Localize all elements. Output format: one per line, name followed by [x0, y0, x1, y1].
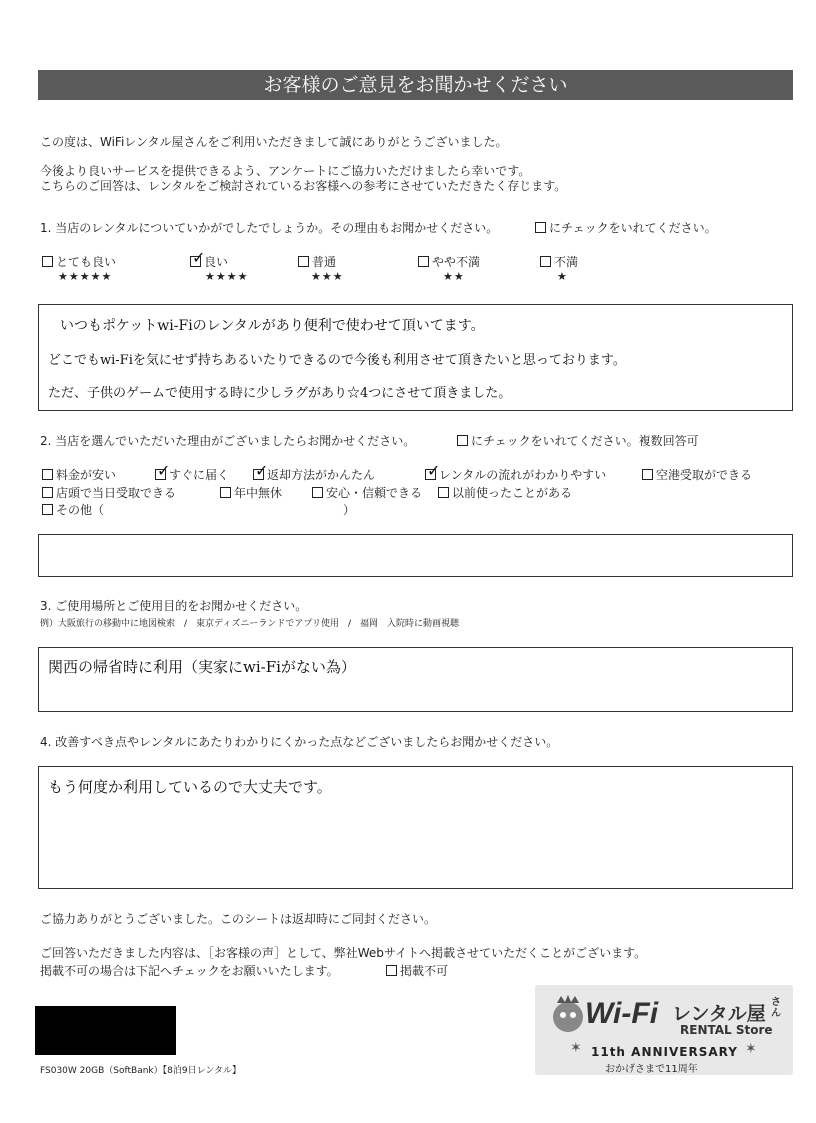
q2-question: 2. 当店を選んでいただいた理由がございましたらお聞かせください。 [40, 434, 416, 448]
q2-option-used-before[interactable]: 以前使ったことがある [438, 484, 572, 501]
q2-checkbox-checked[interactable] [425, 461, 441, 480]
q1-option-very-good[interactable]: とても良い [42, 253, 116, 270]
thanks-text: ご協力ありがとうございました。このシートは返却時にご同封ください。 [40, 912, 437, 926]
opt-out-checkbox[interactable] [386, 965, 397, 976]
q1-checkbox-checked[interactable] [190, 248, 206, 267]
sparkle-icon: ✶ [745, 1041, 757, 1057]
q1-checkbox[interactable] [42, 256, 53, 267]
q1-checkbox[interactable] [298, 256, 309, 267]
q1-stars-2: ★★ [443, 270, 465, 283]
q2-answer-box[interactable] [38, 534, 793, 577]
q1-question: 1. 当店のレンタルについていかがでしたでしょうか。その理由もお聞かせください。 [40, 221, 499, 235]
q1-legend-checkbox [535, 222, 546, 233]
q1-checkbox[interactable] [540, 256, 551, 267]
q2-option-easy-return[interactable]: ✓ 返却方法がかんたん [255, 461, 376, 482]
q1-option-slightly-unsatisfied[interactable]: やや不満 [418, 253, 480, 270]
q2-legend-checkbox [457, 435, 468, 446]
device-info: FS030W 20GB（SoftBank）【8泊9日レンタル】 [40, 1066, 242, 1076]
q3-question: 3. ご使用場所とご使用目的をお聞かせください。 [40, 599, 308, 613]
logo-wifi-text: Wi-Fi [585, 997, 659, 1030]
publish-note: ご回答いただきました内容は、［お客様の声］として、弊社Webサイトへ掲載させていただくことがございます。 [40, 946, 647, 960]
q2-checkbox[interactable] [220, 487, 231, 498]
intro-line-3: こちらのご回答は、レンタルをご検討されているお客様への参考にさせていただきたく存じます。 [40, 179, 567, 193]
q2-checkbox[interactable] [42, 504, 53, 515]
checkmark-icon: ✓ [157, 461, 171, 480]
checkmark-icon: ✓ [427, 461, 441, 480]
q1-instruction: にチェックをいれてください。 [535, 219, 717, 236]
q1-option-average[interactable]: 普通 [298, 253, 336, 270]
q2-checkbox[interactable] [438, 487, 449, 498]
q2-checkbox[interactable] [42, 469, 53, 480]
intro-line-2: 今後より良いサービスを提供できるよう、アンケートにご協力いただけましたら幸いです。 [40, 164, 531, 178]
q2-option-store-pickup[interactable]: 店頭で当日受取できる [42, 484, 176, 501]
q4-question: 4. 改善すべき点やレンタルにあたりわかりにくかった点などございましたらお聞かせください。 [40, 735, 559, 749]
q1-stars-5: ★★★★★ [58, 270, 113, 283]
redacted-block [35, 1006, 176, 1055]
q2-option-airport[interactable]: 空港受取ができる [642, 466, 752, 483]
q1-option-good[interactable]: ✓ 良い [192, 248, 229, 269]
mascot-icon [547, 993, 589, 1035]
q2-option-fast-delivery[interactable]: ✓ すぐに届く [157, 461, 230, 482]
q2-checkbox[interactable] [42, 487, 53, 498]
q1-answer-line-1: いつもポケットwi-Fiのレンタルがあり便利で使わせて頂いてます。 [60, 318, 485, 334]
logo-subtitle: おかげさまで11周年 [605, 1064, 698, 1075]
logo-rental-text: レンタル屋 [672, 1003, 766, 1025]
logo-anniversary: 11th ANNIVERSARY [591, 1045, 738, 1059]
page-title: お客様のご意見をお聞かせください [38, 70, 793, 100]
sparkle-icon: ✶ [570, 1040, 582, 1056]
q2-checkbox-checked[interactable] [155, 461, 171, 480]
q2-option-easy-flow[interactable]: ✓ レンタルの流れがわかりやすい [427, 461, 607, 482]
q2-option-cheap[interactable]: 料金が安い [42, 466, 116, 483]
q1-stars-1: ★ [557, 270, 568, 283]
q2-other-close: ） [343, 503, 356, 517]
opt-out-option[interactable]: 掲載不可 [386, 962, 448, 979]
q2-checkbox[interactable] [642, 469, 653, 480]
q1-option-unsatisfied[interactable]: 不満 [540, 253, 578, 270]
q4-answer: もう何度か利用しているので大丈夫です。 [48, 778, 332, 796]
checkmark-icon: ✓ [255, 461, 269, 480]
q1-stars-4: ★★★★ [205, 270, 249, 283]
q2-option-trust[interactable]: 安心・信頼できる [312, 484, 422, 501]
intro-line-1: この度は、WiFiレンタル屋さんをご利用いただきまして誠にありがとうございました。 [40, 135, 508, 149]
q2-checkbox-checked[interactable] [253, 461, 269, 480]
q2-checkbox[interactable] [312, 487, 323, 498]
checkmark-icon: ✓ [192, 248, 206, 267]
q1-answer-line-2: どこでもwi-Fiを気にせず持ちあるいたりできるので今後も利用させて頂きたいと思っております。 [48, 353, 626, 368]
q1-answer-line-3: ただ、子供のゲームで使用する時に少しラグがあり☆4つにさせて頂きました。 [48, 386, 512, 401]
q2-instruction: にチェックをいれてください。複数回答可 [457, 432, 699, 449]
logo-store-text: RENTAL Store [680, 1023, 773, 1037]
q2-option-other[interactable]: その他（ [42, 501, 104, 518]
opt-out-note: 掲載不可の場合は下記へチェックをお願いいたします。 [40, 964, 339, 978]
logo-san-text: さん [771, 997, 781, 1019]
brand-logo [535, 985, 793, 1075]
q1-stars-3: ★★★ [311, 270, 344, 283]
q1-checkbox[interactable] [418, 256, 429, 267]
q2-option-open-all-year[interactable]: 年中無休 [220, 484, 282, 501]
q3-answer: 関西の帰省時に利用（実家にwi-Fiがない為） [48, 658, 356, 676]
q3-example: 例）大阪旅行の移動中に地図検索 / 東京ディズニーランドでアプリ使用 / 福岡 入院時に動画視聴 [40, 619, 459, 629]
